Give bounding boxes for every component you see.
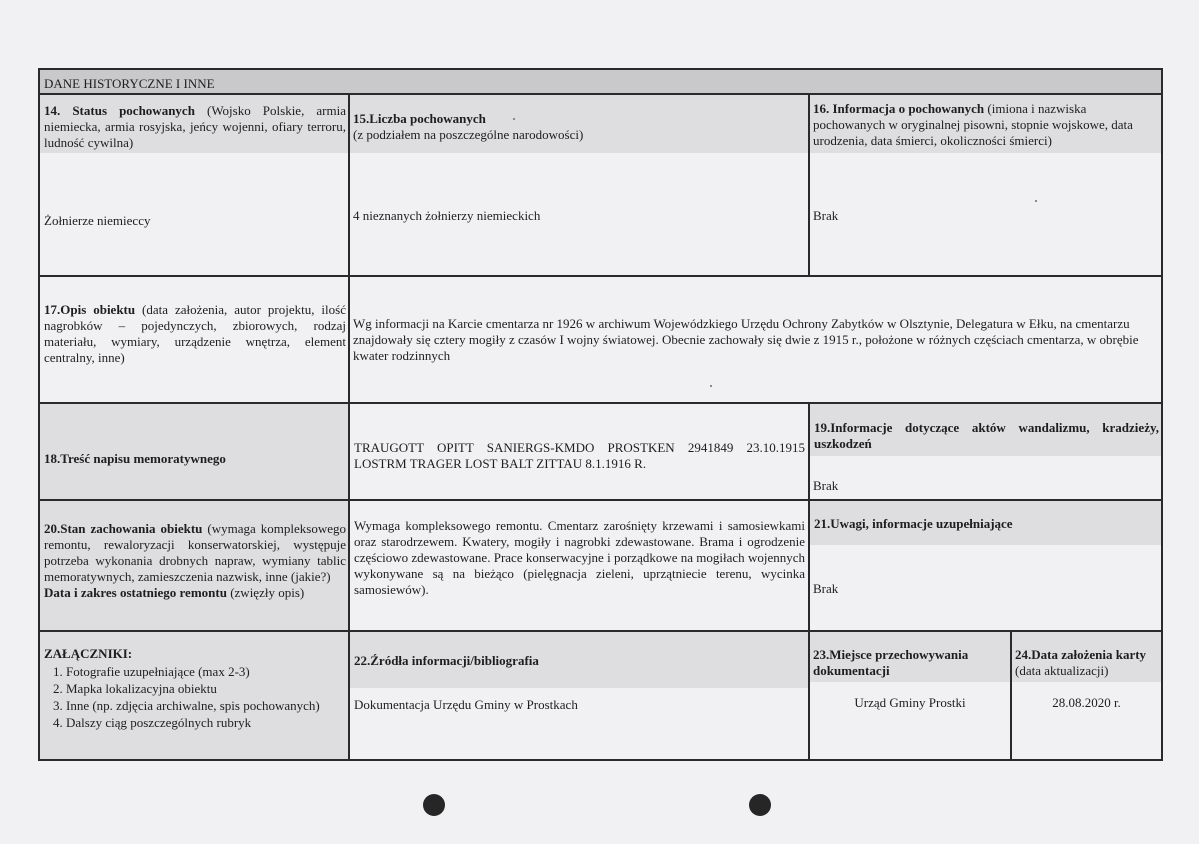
field-21-value: Brak — [813, 581, 839, 596]
field-20-cell — [38, 501, 350, 632]
field-18-value: TRAUGOTT OPITT SANIERGS-KMDO PROSTKEN 2941849 23.10.1915 LOSTRM TRAGER LOST BALT ZITTAU 8.1.1916 R. — [354, 440, 805, 471]
field-14-label: 14. Status pochowanych (Wojsko Polskie, armia niemiecka, armia rosyjska, jeńcy wojenni, ofiary terroru, ludność cywilna) — [44, 103, 346, 150]
field-15-cell — [350, 95, 810, 277]
field-22-label: 22.Źródła informacji/bibliografia — [354, 653, 539, 668]
field-18-cell — [38, 404, 350, 501]
field-21-cell — [810, 501, 1163, 632]
field-15-value: 4 nieznanych żołnierzy niemieckich — [353, 208, 541, 223]
field-24-label: 24.Data założenia karty (data aktualizacji) — [1015, 647, 1147, 678]
attachments-cell — [38, 632, 350, 761]
section-title: DANE HISTORYCZNE I INNE — [44, 76, 215, 91]
field-24-value: 28.08.2020 r. — [1052, 695, 1121, 710]
field-24-cell — [1012, 632, 1163, 761]
field-18-value-cell — [350, 404, 810, 501]
field-17-value: Wg informacji na Karcie cmentarza nr 1926 w archiwum Wojewódzkiego Urzędu Ochrony Zabytków w Olsztynie, Delegatura w Ełku, na cmentarzu znajdowały się cztery mogiły z czasów I wojny światowej. Obecnie zachowały się dwie z 1915 r., położone w różnych częściach cmentarza, w obrębie kwater rodzinnych — [353, 316, 1139, 363]
scan-speck — [710, 385, 712, 387]
field-20-value: Wymaga kompleksowego remontu. Cmentarz zarośnięty krzewami i samosiewkami oraz starodrzewem. Kwatery, mogiły i nagrobki zdewastowane. Brama i ogrodzenie częściowo zdewastowane. Prace konserwacyjne i porządkowe na mogiłach wojennych wykonywane są na bieżąco (pielęgnacja zieleni, uprzątniecie terenu, wycinka samosiewów). — [354, 518, 805, 597]
field-20-label: 20.Stan zachowania obiektu (wymaga kompleksowego remontu, rewaloryzacji konserwatorskiej, występuje potrzeba wykonania drobnych napraw, wymiany tablic memoratywnych, zamieszczenia nazwisk, inne (jakie?) Data i zakres ostatniego remontu (zwięzły opis) — [44, 521, 346, 600]
field-20-value-cell — [350, 501, 810, 632]
field-19-value: Brak — [813, 478, 839, 493]
field-19-label: 19.Informacje dotyczące aktów wandalizmu, kradzieży, uszkodzeń — [814, 420, 1159, 451]
field-23-cell — [810, 632, 1012, 761]
attachments-label: ZAŁĄCZNIKI: — [44, 646, 133, 661]
field-17-cell — [38, 277, 350, 404]
field-16-cell — [810, 95, 1163, 277]
field-22-cell — [350, 632, 810, 761]
binder-hole-right — [749, 794, 771, 816]
field-21-label: 21.Uwagi, informacje uzupełniające — [814, 516, 1013, 531]
field-14-cell — [38, 95, 350, 277]
field-23-label: 23.Miejsce przechowywania dokumentacji — [813, 647, 969, 678]
scan-speck — [1035, 200, 1037, 202]
section-header — [38, 68, 1163, 95]
field-16-value: Brak — [813, 208, 839, 223]
attachment-item: 2. Mapka lokalizacyjna obiektu — [66, 680, 346, 697]
field-16-label: 16. Informacja o pochowanych (imiona i nazwiska pochowanych w oryginalnej pisowni, stopnie wojskowe, data urodzenia, data śmierci, okoliczności śmierci) — [813, 101, 1133, 148]
scan-speck — [513, 118, 515, 120]
attachment-item: 4. Dalszy ciąg poszczególnych rubryk — [66, 714, 346, 731]
field-15-label: 15.Liczba pochowanych — [353, 111, 486, 126]
field-14-value: Żołnierze niemieccy — [44, 213, 151, 228]
attachment-item: 1. Fotografie uzupełniające (max 2-3) — [66, 663, 346, 680]
field-23-value: Urząd Gminy Prostki — [854, 695, 966, 710]
field-19-cell — [810, 404, 1163, 501]
field-22-value: Dokumentacja Urzędu Gminy w Prostkach — [354, 697, 578, 712]
field-17-label: 17.Opis obiektu (data założenia, autor projektu, ilość nagrobków – pojedynczych, zbiorowych, rodzaj materiału, wymiary, urządzenie wnętrza, element centralny, inne) — [44, 302, 346, 365]
field-18-label: 18.Treść napisu memoratywnego — [44, 451, 226, 466]
field-17-value-cell — [350, 277, 1163, 404]
field-15-hint: (z podziałem na poszczególne narodowości) — [353, 127, 584, 142]
attachment-item: 3. Inne (np. zdjęcia archiwalne, spis pochowanych) — [66, 697, 346, 714]
binder-hole-left — [423, 794, 445, 816]
attachments-list — [42, 663, 346, 731]
